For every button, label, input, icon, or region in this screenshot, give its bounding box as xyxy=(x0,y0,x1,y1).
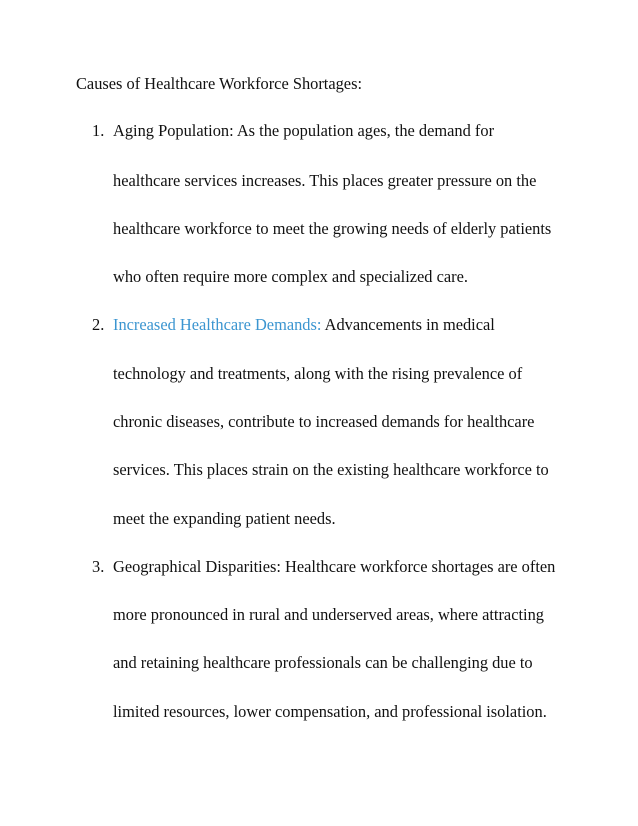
list-number: 1. xyxy=(92,121,105,140)
list-item-line-rest: Advancements in medical xyxy=(321,315,495,334)
list-number: 3. xyxy=(92,557,105,576)
list-item-line: Aging Population: As the population ages, the demand for xyxy=(113,121,495,140)
section-heading: Causes of Healthcare Workforce Shortages: xyxy=(76,74,363,93)
list-item-line: technology and treatments, along with the rising prevalence of xyxy=(113,364,523,383)
list-item-line: chronic diseases, contribute to increased demands for healthcare xyxy=(113,412,535,431)
list-item-line: healthcare services increases. This places greater pressure on the xyxy=(113,171,537,190)
list-item-line: more pronounced in rural and underserved areas, where attracting xyxy=(113,605,544,624)
list-item-line: limited resources, lower compensation, and professional isolation. xyxy=(113,702,547,721)
increased-healthcare-demands-link[interactable]: Increased Healthcare Demands: xyxy=(113,315,322,334)
list-item-line: who often require more complex and specialized care. xyxy=(113,267,468,286)
list-number: 2. xyxy=(92,315,105,334)
list-item-line: healthcare workforce to meet the growing needs of elderly patients xyxy=(113,219,552,238)
list-item-line: meet the expanding patient needs. xyxy=(113,509,336,528)
list-item-line: services. This places strain on the existing healthcare workforce to xyxy=(113,460,549,479)
list-item-line: and retaining healthcare professionals can be challenging due to xyxy=(113,653,533,672)
list-item-line xyxy=(113,315,495,335)
list-item-line: Geographical Disparities: Healthcare workforce shortages are often xyxy=(113,557,556,576)
